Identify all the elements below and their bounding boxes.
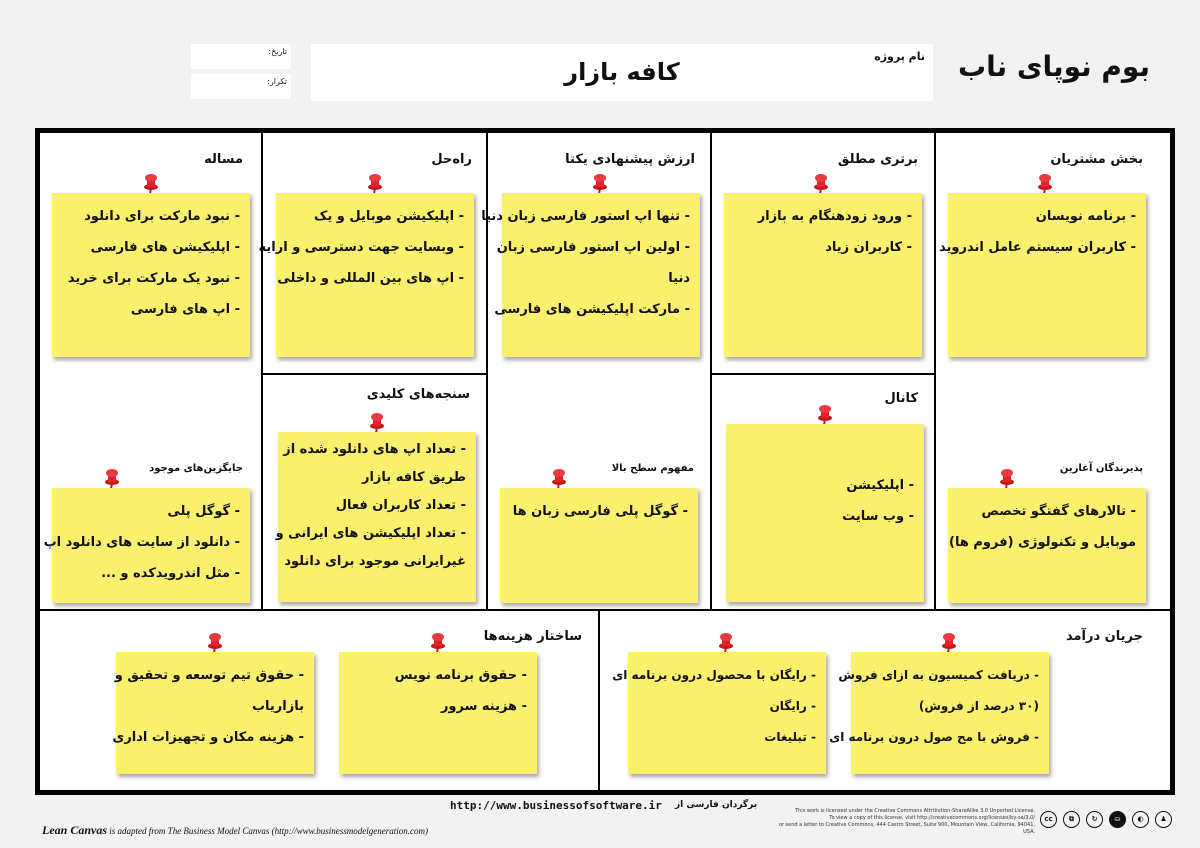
date-field[interactable] [191, 44, 291, 69]
note-item: - رایگان [638, 691, 816, 722]
note-item: - دانلود از سایت های دانلود اپ [62, 527, 240, 558]
section-title-solution: راه‌حل [431, 152, 472, 167]
note-item: - ورود زودهنگام به بازار [734, 201, 912, 232]
note-item: - اپ های بین المللی و داخلی [286, 263, 464, 294]
note-item: - مثل اندرویدکده و ... [62, 558, 240, 589]
lean-canvas-credit [42, 823, 428, 838]
credit-text: is adapted from The Business Model Canvas (http://www.businessmodelgeneration.com) [107, 826, 428, 836]
section-title-problem: مساله [204, 152, 243, 167]
note-item: - هزینه سرور [349, 691, 527, 722]
section-title-high-level-concept: مفهوم سطح بالا [611, 463, 694, 474]
section-title-key-metrics: سنجه‌های کلیدی [366, 387, 470, 402]
nc-icon: ⛀ [1109, 811, 1126, 828]
date-label: تاریخ: [268, 47, 287, 56]
note-item: بازاریاب [251, 699, 304, 714]
note-item: - تبلیغات [638, 722, 816, 753]
sticky-note-unfair-advantage[interactable] [724, 193, 922, 357]
sticky-note-cost-1[interactable] [339, 652, 537, 774]
cc-license-icons [1040, 809, 1178, 828]
divider [40, 609, 1170, 611]
note-item: - برنامه نویسان [958, 201, 1136, 232]
note-item: - اپلیکیشن موبایل و یک [286, 201, 464, 232]
iteration-label: تکرار: [267, 77, 287, 86]
iteration-field[interactable] [191, 74, 291, 99]
note-item: - تعداد اپلیکیشن های ایرانی و [288, 520, 466, 548]
sticky-note-revenue-2[interactable] [612, 652, 826, 774]
note-item: - کاربران زیاد [734, 232, 912, 263]
note-item: - گوگل پلی فارسی زبان ها [510, 496, 688, 527]
section-title-channels: کانال [884, 391, 918, 406]
note-item: - گوگل پلی [62, 496, 240, 527]
note-item: (۳۰ درصد از فروش) [918, 699, 1039, 713]
note-item: طریق کافه بازار [361, 470, 466, 485]
sticky-note-revenue-1[interactable] [829, 652, 1049, 774]
divider [710, 133, 712, 610]
sticky-note-uvp[interactable] [481, 193, 700, 357]
divider [934, 133, 936, 610]
sticky-note-problem[interactable] [52, 193, 250, 357]
note-item: - مارکت اپلیکیشن های فارسی [512, 294, 690, 325]
project-name-field[interactable] [311, 44, 933, 101]
note-item: موبایل و تکنولوژی (فروم ها) [949, 535, 1136, 550]
license-line: or send a letter to Creative Commons, 444 Castro Street, Suite 900, Mountain View, California, 94041, USA. [778, 822, 1035, 835]
section-title-customer-segments: بخش مشتریان [1050, 152, 1143, 167]
note-item: غیرایرانی موجود برای دانلود [284, 554, 466, 569]
note-item: - تعداد اپ های دانلود شده از [288, 436, 466, 464]
sa-icon: ◐ [1132, 811, 1149, 828]
note-item: - دریافت کمیسیون به ازای فروش [861, 660, 1039, 691]
sticky-note-channels[interactable] [726, 424, 924, 602]
sticky-note-cost-2[interactable] [112, 652, 314, 774]
divider [262, 373, 487, 375]
divider [261, 133, 263, 610]
sticky-note-early-adopters[interactable] [948, 488, 1146, 603]
sticky-note-solution[interactable] [258, 193, 474, 357]
sticky-note-high-level-concept[interactable] [500, 488, 698, 603]
sticky-note-customer-segments[interactable] [939, 193, 1146, 357]
note-item: - اپلیکیشن [736, 470, 914, 501]
note-item: - نبود یک مارکت برای خرید [62, 263, 240, 294]
note-item: دنیا [668, 271, 690, 286]
note-item: - رایگان با محصول درون برنامه ای [638, 660, 816, 691]
source-url-link[interactable]: http://www.businessofsoftware.ir [450, 799, 662, 812]
section-title-unfair-advantage: برتری مطلق [837, 152, 918, 167]
divider [711, 373, 935, 375]
project-label: نام پروژه [874, 50, 925, 63]
section-title-early-adopters: پذیرندگان آغازین [1059, 463, 1143, 474]
section-title-uvp: ارزش پیشنهادی یکتا [565, 152, 695, 167]
note-item: - حقوق تیم توسعه و تحقیق و [126, 660, 304, 691]
note-item: - وبسایت جهت دسترسی و ارایه [286, 232, 464, 263]
sticky-note-existing-alternatives[interactable] [43, 488, 250, 603]
license-text [770, 808, 1035, 836]
note-item: - تالارهای گفتگو تخصص [958, 496, 1136, 527]
translation-credit: برگردان فارسی از [675, 800, 758, 810]
cc-icon: cc [1040, 811, 1057, 828]
note-item: - وب سایت [736, 501, 914, 532]
credit-prefix: Lean Canvas [42, 823, 108, 837]
section-title-revenue-streams: جریان درآمد [1065, 629, 1143, 644]
section-title-cost-structure: ساختار هزینه‌ها [483, 629, 582, 644]
note-item: - نبود مارکت برای دانلود [62, 201, 240, 232]
attribution-icon: ♟ [1155, 811, 1172, 828]
license-line: This work is licensed under the Creative Commons Attribution-ShareAlike 3.0 Unported License. [795, 808, 1035, 814]
note-item: - تنها اپ استور فارسی زبان دنیا [512, 201, 690, 232]
note-item: - اپ های فارسی [62, 294, 240, 325]
note-item: - حقوق برنامه نویس [349, 660, 527, 691]
remix-icon: ↻ [1086, 811, 1103, 828]
license-line: To view a copy of this license, visit http://creativecommons.org/licenses/by-sa/3.0/ [829, 815, 1035, 821]
divider [598, 610, 600, 790]
project-name: کافه بازار [564, 58, 680, 86]
note-item: - اولین اپ استور فارسی زبان [512, 232, 690, 263]
section-title-existing-alternatives: جایگزین‌های موجود [149, 463, 243, 474]
canvas-title: بوم نوپای ناب [957, 50, 1150, 83]
note-item: - فروش با مح صول درون برنامه ای [861, 722, 1039, 753]
note-item: - کاربران سیستم عامل اندروید [958, 232, 1136, 263]
note-item: - هزینه مکان و تجهیزات اداری [126, 722, 304, 753]
note-item: - تعداد کاربران فعال [288, 492, 466, 520]
note-item: - اپلیکیشن های فارسی [62, 232, 240, 263]
sticky-note-key-metrics[interactable] [275, 432, 476, 602]
share-icon: ⧉ [1063, 811, 1080, 828]
